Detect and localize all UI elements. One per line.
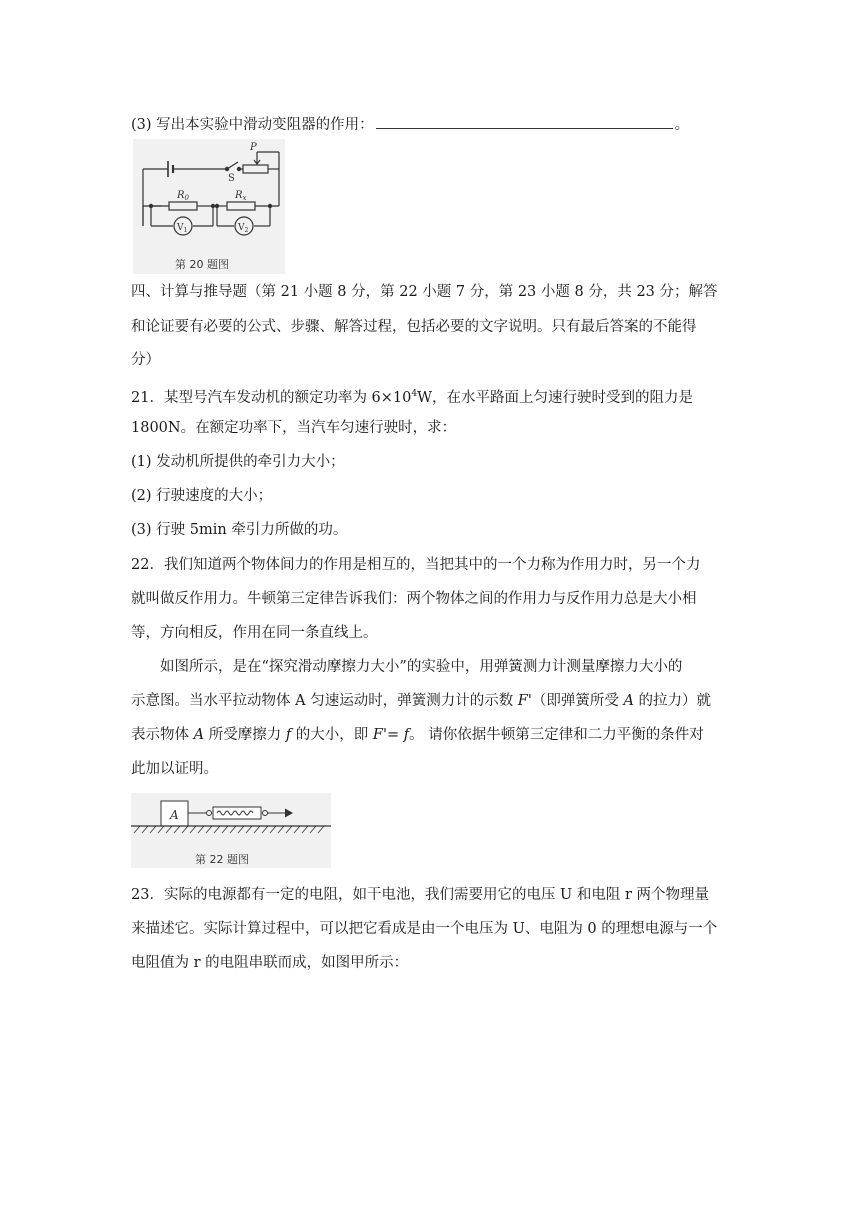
figure-22-friction	[131, 793, 331, 868]
figure-22-caption: 第 22 题图	[195, 853, 249, 866]
section4-line1: 四、计算与推导题（第 21 小题 8 分，第 22 小题 7 分，第 23 小题 8 分，共 23 分；解答	[131, 284, 718, 300]
figure-20-caption: 第 20 题图	[175, 258, 229, 271]
q22-p2-line4: 此加以证明。	[131, 761, 218, 777]
q21-item1: (1) 发动机所提供的牵引力大小；	[131, 454, 345, 470]
label-v1: $V_1$	[177, 223, 188, 234]
q21-line2: 1800N。在额定功率下，当汽车匀速行驶时，求：	[131, 420, 457, 436]
label-v2: $V_2$	[238, 223, 249, 234]
q21-item2: (2) 行驶速度的大小；	[131, 488, 273, 504]
q22-line3: 等，方向相反，作用在同一条直线上。	[131, 625, 378, 641]
answer-blank[interactable]	[376, 114, 673, 129]
label-block-a: A	[170, 808, 179, 822]
label-s: S	[228, 173, 235, 184]
label-r0: $R_0$	[177, 190, 189, 202]
label-p: P	[250, 142, 257, 153]
q20-item3: (3) 写出本实验中滑动变阻器的作用： 。	[131, 114, 689, 135]
q22-p2-line2: 示意图。当水平拉动物体 A 匀速运动时，弹簧测力计的示数 F'（即弹簧所受 A 的拉力）就	[131, 693, 712, 709]
q23-line1: 23．实际的电源都有一定的电阻，如干电池，我们需要用它的电压 U 和电阻 r 两个物理量	[131, 887, 710, 903]
q21-item3: (3) 行驶 5min 牵引力所做的功。	[131, 522, 348, 538]
q23-line2: 来描述它。实际计算过程中，可以把它看成是由一个电压为 U、电阻为 0 的理想电源与一个	[131, 921, 718, 937]
circuit-diagram	[133, 139, 285, 274]
q22-p2-line3: 表示物体 A 所受摩擦力 f 的大小，即 F'= f。 请你依据牛顿第三定律和二力平衡的条件对	[131, 727, 704, 743]
q22-p2-line1: 如图所示，是在“探究滑动摩擦力大小”的实验中，用弹簧测力计测量摩擦力大小的	[160, 659, 683, 675]
label-rx: $R_x$	[235, 190, 247, 202]
q22-line2: 就叫做反作用力。牛顿第三定律告诉我们：两个物体之间的作用力与反作用力总是大小相	[131, 591, 697, 607]
section4-line3: 分）	[131, 352, 160, 368]
q22-line1: 22．我们知道两个物体间力的作用是相互的，当把其中的一个力称为作用力时，另一个力	[131, 557, 701, 573]
section4-line2: 和论证要有必要的公式、步骤、解答过程，包括必要的文字说明。只有最后答案的不能得	[131, 319, 697, 335]
q23-line3: 电阻值为 r 的电阻串联而成，如图甲所示：	[131, 955, 409, 971]
figure-20-circuit	[133, 139, 285, 274]
q21-line1: 21．某型号汽车发动机的额定功率为 $6\times 10^4W$，在水平路面上匀速行驶时受到的阻力是	[131, 389, 694, 406]
